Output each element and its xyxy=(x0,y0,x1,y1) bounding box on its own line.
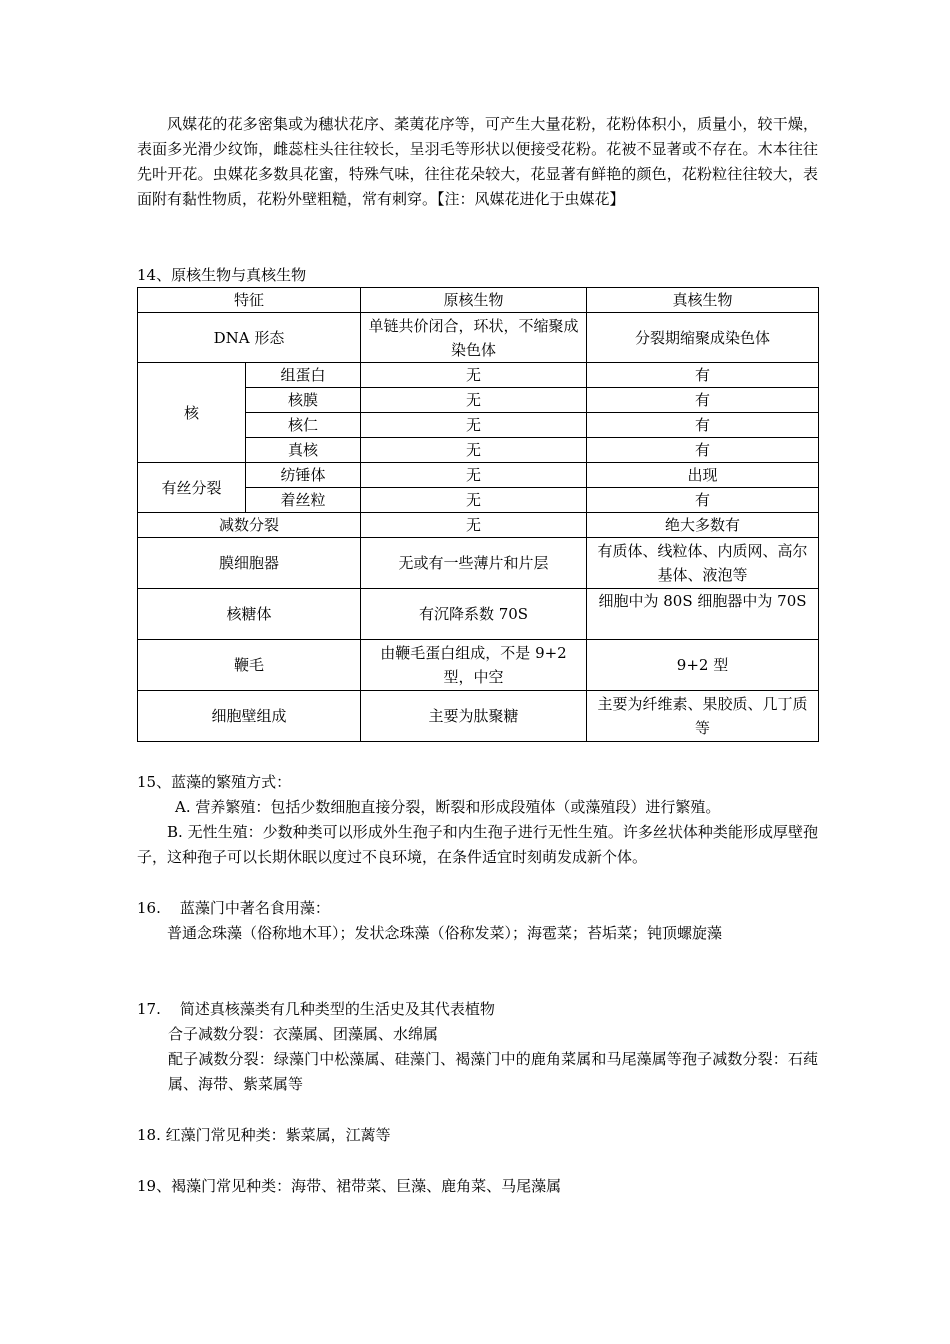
cell-feature: 减数分裂 xyxy=(138,513,361,538)
cell-sub: 核仁 xyxy=(246,413,361,438)
section-15-title: 15、蓝藻的繁殖方式： xyxy=(137,773,292,791)
cell-prokaryote: 无 xyxy=(361,438,587,463)
cell-eukaryote: 有 xyxy=(587,363,819,388)
header-prokaryote: 原核生物 xyxy=(361,288,587,313)
cell-group-nucleus: 核 xyxy=(138,363,246,463)
cell-prokaryote: 有沉降系数 70S xyxy=(361,589,587,640)
cell-eukaryote: 有 xyxy=(587,413,819,438)
cell-prokaryote: 无或有一些薄片和片层 xyxy=(361,538,587,589)
cell-eukaryote: 分裂期缩聚成染色体 xyxy=(587,313,819,363)
cell-eukaryote: 有 xyxy=(587,388,819,413)
cell-eukaryote: 主要为纤维素、果胶质、几丁质等 xyxy=(587,691,819,742)
cell-sub: 着丝粒 xyxy=(246,488,361,513)
cell-prokaryote: 无 xyxy=(361,413,587,438)
cell-prokaryote: 单链共价闭合，环状，不缩聚成染色体 xyxy=(361,313,587,363)
cell-eukaryote: 细胞中为 80S 细胞器中为 70S xyxy=(587,589,819,640)
cell-prokaryote: 无 xyxy=(361,488,587,513)
section-17-title: 17. 简述真核藻类有几种类型的生活史及其代表植物 xyxy=(137,1000,495,1018)
cell-feature: DNA 形态 xyxy=(138,313,361,363)
cell-sub: 真核 xyxy=(246,438,361,463)
table-row xyxy=(138,463,819,488)
section-15-item-a: A. 营养繁殖：包括少数细胞直接分裂，断裂和形成段殖体（或藻殖段）进行繁殖。 xyxy=(175,798,721,816)
table-row xyxy=(138,313,819,363)
section-14-title: 14、原核生物与真核生物 xyxy=(137,266,307,284)
section-16-body: 普通念珠藻（俗称地木耳）；发状念珠藻（俗称发菜）；海雹菜；苔垢菜；钝顶螺旋藻 xyxy=(167,924,723,942)
cell-prokaryote: 无 xyxy=(361,363,587,388)
header-eukaryote: 真核生物 xyxy=(587,288,819,313)
section-19-title: 19、褐藻门常见种类：海带、裙带菜、巨藻、鹿角菜、马尾藻属 xyxy=(137,1177,562,1195)
cell-eukaryote: 绝大多数有 xyxy=(587,513,819,538)
cell-sub: 组蛋白 xyxy=(246,363,361,388)
cell-eukaryote: 有 xyxy=(587,488,819,513)
section-15-item-b: B. 无性生殖：少数种类可以形成外生孢子和内生孢子进行无性生殖。许多丝状体种类能形成厚壁孢子，这种孢子可以长期休眠以度过不良环境，在条件适宜时刻萌发成新个体。 xyxy=(137,823,818,866)
table-row xyxy=(138,363,819,388)
cell-prokaryote: 无 xyxy=(361,463,587,488)
cell-feature: 鞭毛 xyxy=(138,640,361,691)
cell-prokaryote: 主要为肽聚糖 xyxy=(361,691,587,742)
section-17-line2: 配子减数分裂：绿藻门中松藻属、硅藻门、褐藻门中的鹿角菜属和马尾藻属等孢子减数分裂：石莼属、海带、紫菜属等 xyxy=(168,1050,818,1093)
table-row xyxy=(138,640,819,691)
cell-feature: 膜细胞器 xyxy=(138,538,361,589)
cell-prokaryote: 无 xyxy=(361,388,587,413)
cell-sub: 纺锤体 xyxy=(246,463,361,488)
cell-eukaryote: 有质体、线粒体、内质网、高尔基体、液泡等 xyxy=(587,538,819,589)
table-row xyxy=(138,513,819,538)
section-16-title: 16. 蓝藻门中著名食用藻： xyxy=(137,899,330,917)
section-17-line1: 合子减数分裂：衣藻属、团藻属、水绵属 xyxy=(168,1025,439,1043)
cell-eukaryote: 9+2 型 xyxy=(587,640,819,691)
table-row xyxy=(138,538,819,589)
cell-prokaryote: 无 xyxy=(361,513,587,538)
header-feature: 特征 xyxy=(138,288,361,313)
section-18-title: 18. 红藻门常见种类：紫菜属，江蓠等 xyxy=(137,1126,391,1144)
cell-prokaryote: 由鞭毛蛋白组成，不是 9+2 型，中空 xyxy=(361,640,587,691)
cell-eukaryote: 有 xyxy=(587,438,819,463)
cell-feature: 细胞壁组成 xyxy=(138,691,361,742)
cell-feature: 核糖体 xyxy=(138,589,361,640)
prokaryote-eukaryote-table xyxy=(137,287,819,742)
table-row xyxy=(138,589,819,640)
cell-eukaryote: 出现 xyxy=(587,463,819,488)
intro-paragraph: 风媒花的花多密集或为穗状花序、葇荑花序等，可产生大量花粉，花粉体积小，质量小，较干燥，表面多光滑少纹饰，雌蕊柱头往往较长，呈羽毛等形状以便接受花粉。花被不显著或不存在。木本往往先叶开花。虫媒花多数具花蜜，特殊气味，往往花朵较大，花显著有鲜艳的颜色，花粉粒往往较大，表面附有黏性物质，花粉外壁粗糙，常有刺穿。【注：风媒花进化于虫媒花】 xyxy=(137,115,818,208)
table-header-row xyxy=(138,288,819,313)
cell-sub: 核膜 xyxy=(246,388,361,413)
cell-group-mitosis: 有丝分裂 xyxy=(138,463,246,513)
table-row xyxy=(138,691,819,742)
